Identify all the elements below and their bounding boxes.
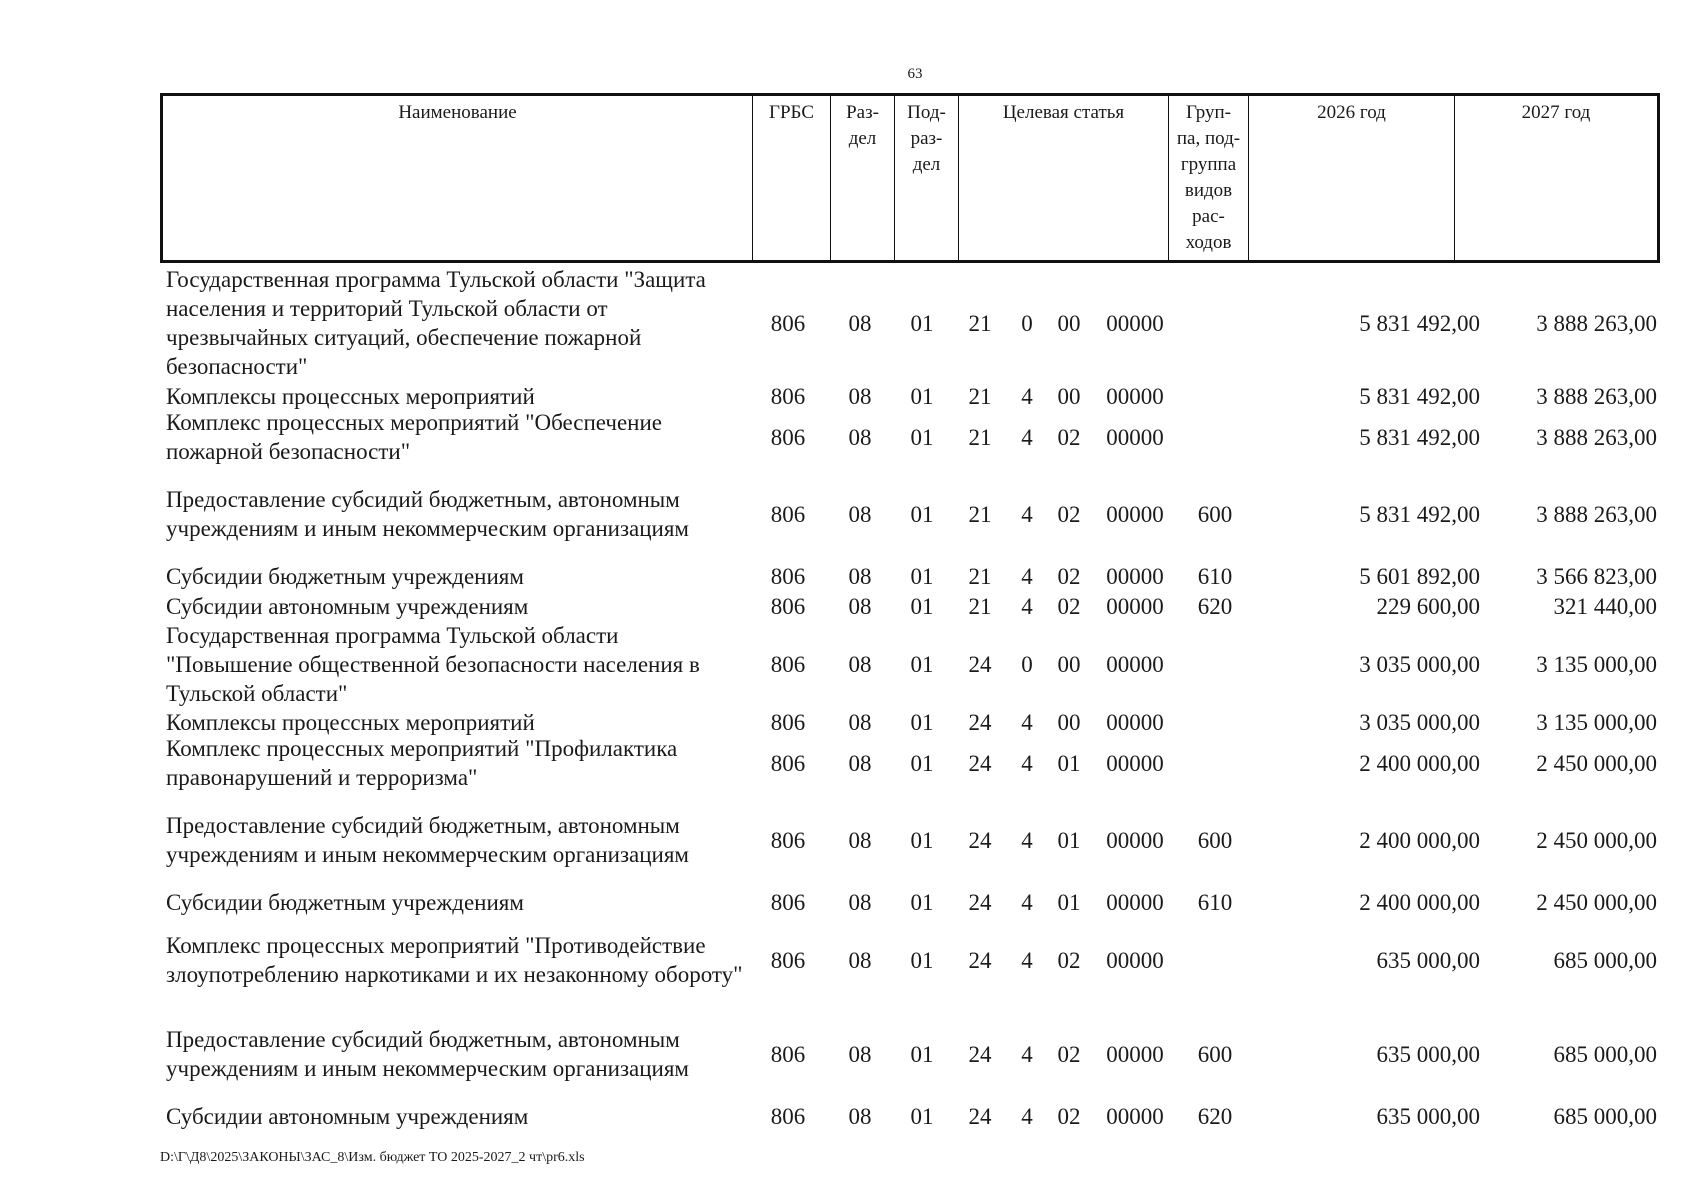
cell-t3: 01 bbox=[1057, 889, 1081, 915]
cell-t1: 24 bbox=[968, 651, 992, 677]
cell-grbs: 806 bbox=[770, 709, 806, 735]
header-name: Наименование bbox=[163, 96, 753, 260]
cell-razdel: 08 bbox=[848, 501, 872, 527]
cell-t2: 4 bbox=[1021, 889, 1033, 915]
cell-podrazdel: 01 bbox=[910, 651, 934, 677]
cell-t2: 4 bbox=[1021, 563, 1033, 589]
cell-t1: 24 bbox=[968, 1041, 992, 1067]
cell-y2027: 3 888 263,00 bbox=[1536, 501, 1657, 527]
cell-t4: 00000 bbox=[1106, 1103, 1164, 1129]
cell-name: Предоставление субсидий бюджетным, автономным учреждениям и иным некоммерческим организациям bbox=[166, 1027, 689, 1081]
cell-grbs: 806 bbox=[770, 1041, 806, 1067]
header-2027: 2027 год bbox=[1521, 102, 1591, 123]
cell-t1: 24 bbox=[968, 709, 992, 735]
cell-y2027: 3 566 823,00 bbox=[1536, 563, 1657, 589]
cell-t4: 00000 bbox=[1106, 709, 1164, 735]
cell-y2026: 5 831 492,00 bbox=[1359, 310, 1480, 336]
cell-razdel: 08 bbox=[848, 651, 872, 677]
cell-razdel: 08 bbox=[848, 383, 872, 409]
cell-grbs: 806 bbox=[770, 383, 806, 409]
cell-podrazdel: 01 bbox=[910, 947, 934, 973]
cell-t2: 4 bbox=[1021, 709, 1033, 735]
cell-name: Государственная программа Тульской области "Защита населения и территорий Тульской области от чрезвычайных ситуаций, обеспечение пожарной безопасности" bbox=[166, 267, 706, 379]
cell-grbs: 806 bbox=[770, 1103, 806, 1129]
cell-y2027: 321 440,00 bbox=[1553, 593, 1657, 619]
header-target: Целевая статья bbox=[959, 96, 1169, 260]
cell-podrazdel: 01 bbox=[910, 889, 934, 915]
cell-y2027: 2 450 000,00 bbox=[1536, 750, 1657, 776]
cell-t4: 00000 bbox=[1106, 651, 1164, 677]
cell-grbs: 806 bbox=[770, 563, 806, 589]
cell-name: Комплекс процессных мероприятий "Профилактика правонарушений и терроризма" bbox=[166, 736, 678, 790]
cell-razdel: 08 bbox=[848, 889, 872, 915]
table-row bbox=[160, 801, 1660, 879]
cell-t4: 00000 bbox=[1106, 563, 1164, 589]
cell-y2026: 5 831 492,00 bbox=[1359, 424, 1480, 450]
cell-t1: 21 bbox=[968, 310, 992, 336]
cell-t3: 02 bbox=[1057, 563, 1081, 589]
cell-y2026: 3 035 000,00 bbox=[1359, 651, 1480, 677]
cell-name: Предоставление субсидий бюджетным, автономным учреждениям и иным некоммерческим организациям bbox=[166, 487, 689, 541]
cell-t2: 0 bbox=[1021, 310, 1033, 336]
cell-t3: 02 bbox=[1057, 424, 1081, 450]
table-row bbox=[160, 381, 1660, 411]
cell-podrazdel: 01 bbox=[910, 501, 934, 527]
cell-t2: 4 bbox=[1021, 1041, 1033, 1067]
cell-t3: 00 bbox=[1057, 310, 1081, 336]
table-row bbox=[160, 917, 1660, 1003]
cell-y2027: 2 450 000,00 bbox=[1536, 889, 1657, 915]
cell-razdel: 08 bbox=[848, 424, 872, 450]
cell-vr: 600 bbox=[1197, 827, 1233, 853]
cell-t3: 00 bbox=[1057, 651, 1081, 677]
cell-t1: 24 bbox=[968, 947, 992, 973]
page-number: 63 bbox=[907, 66, 923, 82]
cell-t4: 00000 bbox=[1106, 501, 1164, 527]
cell-t2: 4 bbox=[1021, 593, 1033, 619]
cell-podrazdel: 01 bbox=[910, 709, 934, 735]
cell-grbs: 806 bbox=[770, 750, 806, 776]
cell-t3: 02 bbox=[1057, 1103, 1081, 1129]
cell-t3: 02 bbox=[1057, 947, 1081, 973]
table-row bbox=[160, 265, 1660, 381]
cell-y2026: 5 831 492,00 bbox=[1359, 501, 1480, 527]
cell-grbs: 806 bbox=[770, 947, 806, 973]
cell-vr: 620 bbox=[1197, 593, 1233, 619]
cell-grbs: 806 bbox=[770, 889, 806, 915]
header-razdel: Раз- дел bbox=[831, 96, 895, 260]
header-vr: Груп- па, под- группа видов рас- ходов bbox=[1169, 96, 1249, 260]
cell-vr: 610 bbox=[1197, 889, 1233, 915]
cell-name: Субсидии автономным учреждениям bbox=[166, 1103, 529, 1129]
cell-y2026: 2 400 000,00 bbox=[1359, 889, 1480, 915]
cell-t3: 02 bbox=[1057, 501, 1081, 527]
cell-t2: 4 bbox=[1021, 750, 1033, 776]
cell-razdel: 08 bbox=[848, 827, 872, 853]
table-header bbox=[160, 93, 1660, 263]
cell-y2027: 685 000,00 bbox=[1553, 1103, 1657, 1129]
cell-y2026: 5 831 492,00 bbox=[1359, 383, 1480, 409]
cell-grbs: 806 bbox=[770, 424, 806, 450]
cell-vr: 600 bbox=[1197, 501, 1233, 527]
table-row bbox=[160, 1101, 1660, 1131]
cell-t3: 00 bbox=[1057, 709, 1081, 735]
cell-razdel: 08 bbox=[848, 947, 872, 973]
cell-podrazdel: 01 bbox=[910, 1103, 934, 1129]
cell-t2: 4 bbox=[1021, 424, 1033, 450]
cell-name: Комплекс процессных мероприятий "Противодействие злоупотреблению наркотиками и их незаконному обороту" bbox=[166, 933, 743, 987]
cell-name: Комплекс процессных мероприятий "Обеспечение пожарной безопасности" bbox=[166, 410, 663, 464]
table-row bbox=[160, 411, 1660, 463]
cell-t2: 4 bbox=[1021, 827, 1033, 853]
cell-podrazdel: 01 bbox=[910, 1041, 934, 1067]
cell-t2: 4 bbox=[1021, 947, 1033, 973]
cell-razdel: 08 bbox=[848, 1103, 872, 1129]
cell-t3: 00 bbox=[1057, 383, 1081, 409]
cell-t1: 21 bbox=[968, 424, 992, 450]
table-row bbox=[160, 707, 1660, 737]
cell-vr: 610 bbox=[1197, 563, 1233, 589]
cell-t4: 00000 bbox=[1106, 424, 1164, 450]
table-row bbox=[160, 1015, 1660, 1093]
file-path-footer: D:\Г\Д8\2025\ЗАКОНЫ\ЗАС_8\Изм. бюджет ТО 2025-2027_2 чт\pr6.xls bbox=[160, 1150, 585, 1165]
cell-grbs: 806 bbox=[770, 501, 806, 527]
table-row bbox=[160, 475, 1660, 553]
cell-t1: 24 bbox=[968, 1103, 992, 1129]
cell-t1: 21 bbox=[968, 563, 992, 589]
cell-razdel: 08 bbox=[848, 563, 872, 589]
cell-t3: 01 bbox=[1057, 827, 1081, 853]
cell-podrazdel: 01 bbox=[910, 563, 934, 589]
table-row bbox=[160, 561, 1660, 591]
cell-y2027: 685 000,00 bbox=[1553, 947, 1657, 973]
cell-grbs: 806 bbox=[770, 593, 806, 619]
cell-name: Комплексы процессных мероприятий bbox=[166, 383, 535, 409]
cell-y2026: 635 000,00 bbox=[1376, 1103, 1480, 1129]
cell-razdel: 08 bbox=[848, 1041, 872, 1067]
cell-t1: 21 bbox=[968, 593, 992, 619]
cell-t4: 00000 bbox=[1106, 1041, 1164, 1067]
cell-t4: 00000 bbox=[1106, 827, 1164, 853]
cell-grbs: 806 bbox=[770, 827, 806, 853]
table-row bbox=[160, 621, 1660, 707]
cell-name: Субсидии бюджетным учреждениям bbox=[166, 889, 524, 915]
cell-y2027: 3 888 263,00 bbox=[1536, 310, 1657, 336]
cell-t1: 24 bbox=[968, 827, 992, 853]
cell-vr: 600 bbox=[1197, 1041, 1233, 1067]
cell-y2026: 635 000,00 bbox=[1376, 1041, 1480, 1067]
cell-name: Комплексы процессных мероприятий bbox=[166, 709, 535, 735]
cell-podrazdel: 01 bbox=[910, 383, 934, 409]
table-row bbox=[160, 887, 1660, 917]
table-row bbox=[160, 737, 1660, 789]
cell-name: Субсидии автономным учреждениям bbox=[166, 593, 529, 619]
cell-razdel: 08 bbox=[848, 593, 872, 619]
cell-name: Государственная программа Тульской области "Повышение общественной безопасности населения в Тульской области" bbox=[166, 622, 700, 706]
cell-t4: 00000 bbox=[1106, 383, 1164, 409]
cell-t2: 4 bbox=[1021, 501, 1033, 527]
cell-y2026: 635 000,00 bbox=[1376, 947, 1480, 973]
cell-podrazdel: 01 bbox=[910, 827, 934, 853]
cell-y2027: 3 135 000,00 bbox=[1536, 651, 1657, 677]
header-podrazdel: Под- раз- дел bbox=[895, 96, 959, 260]
header-grbs: ГРБС bbox=[753, 96, 831, 260]
cell-name: Субсидии бюджетным учреждениям bbox=[166, 563, 524, 589]
cell-grbs: 806 bbox=[770, 651, 806, 677]
cell-t3: 02 bbox=[1057, 593, 1081, 619]
cell-y2026: 229 600,00 bbox=[1376, 593, 1480, 619]
cell-podrazdel: 01 bbox=[910, 310, 934, 336]
cell-y2027: 3 135 000,00 bbox=[1536, 709, 1657, 735]
cell-razdel: 08 bbox=[848, 709, 872, 735]
cell-y2027: 3 888 263,00 bbox=[1536, 424, 1657, 450]
cell-grbs: 806 bbox=[770, 310, 806, 336]
cell-t4: 00000 bbox=[1106, 889, 1164, 915]
cell-y2026: 2 400 000,00 bbox=[1359, 827, 1480, 853]
cell-t2: 4 bbox=[1021, 1103, 1033, 1129]
cell-y2026: 3 035 000,00 bbox=[1359, 709, 1480, 735]
cell-razdel: 08 bbox=[848, 310, 872, 336]
cell-podrazdel: 01 bbox=[910, 750, 934, 776]
cell-y2027: 3 888 263,00 bbox=[1536, 383, 1657, 409]
cell-t1: 24 bbox=[968, 889, 992, 915]
cell-t4: 00000 bbox=[1106, 593, 1164, 619]
cell-t1: 24 bbox=[968, 750, 992, 776]
cell-y2026: 5 601 892,00 bbox=[1359, 563, 1480, 589]
cell-t4: 00000 bbox=[1106, 310, 1164, 336]
cell-t3: 01 bbox=[1057, 750, 1081, 776]
cell-y2026: 2 400 000,00 bbox=[1359, 750, 1480, 776]
cell-name: Предоставление субсидий бюджетным, автономным учреждениям и иным некоммерческим организациям bbox=[166, 813, 689, 867]
cell-t4: 00000 bbox=[1106, 750, 1164, 776]
cell-t3: 02 bbox=[1057, 1041, 1081, 1067]
cell-vr: 620 bbox=[1197, 1103, 1233, 1129]
cell-t1: 21 bbox=[968, 383, 992, 409]
cell-razdel: 08 bbox=[848, 750, 872, 776]
table-row bbox=[160, 591, 1660, 621]
cell-y2027: 685 000,00 bbox=[1553, 1041, 1657, 1067]
cell-podrazdel: 01 bbox=[910, 593, 934, 619]
cell-podrazdel: 01 bbox=[910, 424, 934, 450]
header-2026: 2026 год bbox=[1249, 96, 1455, 260]
cell-t1: 21 bbox=[968, 501, 992, 527]
table-body bbox=[160, 265, 1660, 1131]
cell-t2: 0 bbox=[1021, 651, 1033, 677]
cell-t2: 4 bbox=[1021, 383, 1033, 409]
cell-y2027: 2 450 000,00 bbox=[1536, 827, 1657, 853]
cell-t4: 00000 bbox=[1106, 947, 1164, 973]
